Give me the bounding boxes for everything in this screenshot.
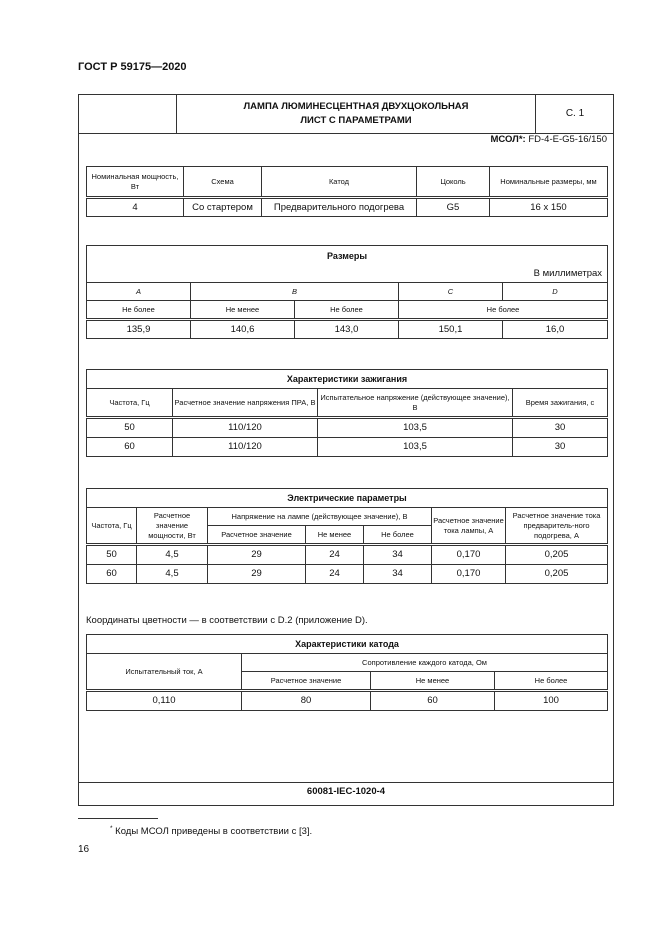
value-cell: 16 x 150 xyxy=(490,199,608,217)
dimension-letter: C xyxy=(399,283,503,301)
sheet-title-line2: ЛИСТ С ПАРАМЕТРАМИ xyxy=(300,114,412,126)
value-cell: 4,5 xyxy=(137,546,208,565)
value-cell: 150,1 xyxy=(399,321,503,339)
value-cell: 103,5 xyxy=(318,438,513,457)
value-cell: 100 xyxy=(495,692,608,711)
footer-divider xyxy=(78,782,614,783)
sheet-page-ref: С. 1 xyxy=(536,94,614,134)
header-cell: Расчетное значение тока предваритель-ного подогрева, А xyxy=(506,508,608,544)
value-cell: 135,9 xyxy=(87,321,191,339)
limit-cell: Не более xyxy=(399,301,608,319)
header-cell: Испытательное напряжение (действующее значение), В xyxy=(318,389,513,417)
header-cell: Цоколь xyxy=(417,167,490,197)
electrical-table xyxy=(86,488,608,584)
header-cell: Номинальная мощность, Вт xyxy=(87,167,184,197)
value-cell: 30 xyxy=(513,438,608,457)
header-cell: Сопротивление каждого катода, Ом xyxy=(242,654,608,672)
value-cell: G5 xyxy=(417,199,490,217)
value-cell: 30 xyxy=(513,419,608,438)
value-cell: 24 xyxy=(306,546,364,565)
value-cell: 0,170 xyxy=(432,565,506,584)
value-cell: 0,170 xyxy=(432,546,506,565)
main-parameters-table xyxy=(86,166,608,217)
header-cell: Расчетное значение напряжения ПРА, В xyxy=(173,389,318,417)
header-cell: Расчетное значение xyxy=(208,526,306,544)
value-cell: 50 xyxy=(87,546,137,565)
value-cell: 143,0 xyxy=(295,321,399,339)
value-cell: 0,205 xyxy=(506,546,608,565)
limit-cell: Не менее xyxy=(191,301,295,319)
header-cell: Катод xyxy=(262,167,417,197)
value-cell: 50 xyxy=(87,419,173,438)
dimension-letter: A xyxy=(87,283,191,301)
value-cell: Предварительного подогрева xyxy=(262,199,417,217)
page-number: 16 xyxy=(78,844,90,855)
header-cell: Расчетное значение тока лампы, А xyxy=(432,508,506,544)
sheet-title-line1: ЛАМПА ЛЮМИНЕСЦЕНТНАЯ ДВУХЦОКОЛЬНАЯ xyxy=(243,100,469,112)
header-left-cell xyxy=(78,94,176,134)
value-cell: 110/120 xyxy=(173,438,318,457)
ignition-table xyxy=(86,369,608,457)
dimensions-unit: В миллиметрах xyxy=(87,266,608,283)
value-cell: 60 xyxy=(371,692,495,711)
value-cell: 29 xyxy=(208,565,306,584)
cathode-title: Характеристики катода xyxy=(87,635,608,654)
header-cell: Не более xyxy=(364,526,432,544)
value-cell: 29 xyxy=(208,546,306,565)
value-cell: Со стартером xyxy=(184,199,262,217)
chromaticity-note: Координаты цветности — в соответствии с D.2 (приложение D). xyxy=(86,615,368,626)
dimensions-title: Размеры xyxy=(87,246,608,266)
limit-cell: Не более xyxy=(87,301,191,319)
header-cell: Расчетное значение xyxy=(242,672,371,690)
value-cell: 140,6 xyxy=(191,321,295,339)
header-cell: Время зажигания, с xyxy=(513,389,608,417)
value-cell: 0,205 xyxy=(506,565,608,584)
value-cell: 0,110 xyxy=(87,692,242,711)
header-cell: Напряжение на лампе (действующее значение), В xyxy=(208,508,432,526)
mcol-value: FD-4-E-G5-16/150 xyxy=(528,134,607,145)
footnote-rule xyxy=(78,818,158,819)
value-cell: 34 xyxy=(364,546,432,565)
mcol-code xyxy=(490,134,607,145)
value-cell: 110/120 xyxy=(173,419,318,438)
value-cell: 24 xyxy=(306,565,364,584)
header-cell: Расчетное значение мощности, Вт xyxy=(137,508,208,544)
header-cell: Номинальные размеры, мм xyxy=(490,167,608,197)
value-cell: 60 xyxy=(87,565,137,584)
header-cell: Не более xyxy=(495,672,608,690)
header-cell: Испытательный ток, А xyxy=(87,654,242,690)
header-cell: Схема xyxy=(184,167,262,197)
value-cell: 80 xyxy=(242,692,371,711)
footnote xyxy=(110,825,312,837)
header-cell: Не менее xyxy=(306,526,364,544)
electrical-title: Электрические параметры xyxy=(87,489,608,508)
sheet-code: 60081-IEC-1020-4 xyxy=(306,786,386,797)
cathode-table xyxy=(86,634,608,711)
value-cell: 4,5 xyxy=(137,565,208,584)
ignition-title: Характеристики зажигания xyxy=(87,370,608,389)
header-cell: Частота, Гц xyxy=(87,508,137,544)
sheet-title xyxy=(176,94,536,134)
value-cell: 34 xyxy=(364,565,432,584)
header-cell: Не менее xyxy=(371,672,495,690)
limit-cell: Не более xyxy=(295,301,399,319)
value-cell: 16,0 xyxy=(503,321,608,339)
value-cell: 4 xyxy=(87,199,184,217)
footnote-mark: * xyxy=(110,825,113,832)
dimension-letter: B xyxy=(191,283,399,301)
dimensions-table xyxy=(86,245,608,339)
standard-number: ГОСТ Р 59175—2020 xyxy=(78,61,187,73)
footnote-text: Коды МСОЛ приведены в соответствии с [3]. xyxy=(115,826,313,838)
value-cell: 103,5 xyxy=(318,419,513,438)
dimension-letter: D xyxy=(503,283,608,301)
value-cell: 60 xyxy=(87,438,173,457)
header-cell: Частота, Гц xyxy=(87,389,173,417)
mcol-label: МСОЛ*: xyxy=(490,134,526,145)
